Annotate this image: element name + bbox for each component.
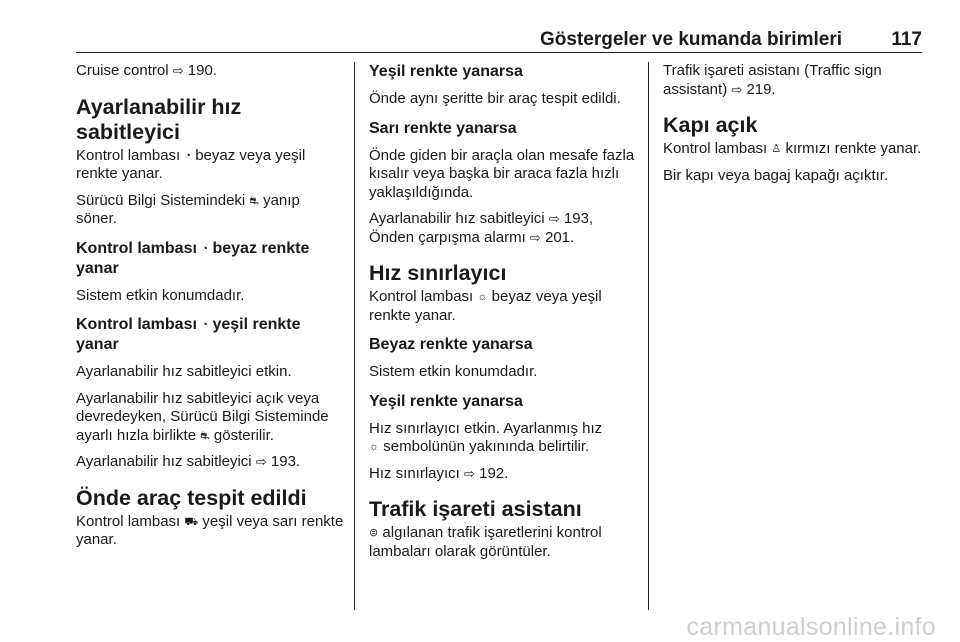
text: Ayarlanabilir hız sabitleyici (369, 210, 545, 227)
text: algılanan trafik işaretlerini kontrol lambaları olarak görüntüler. (369, 524, 602, 560)
paragraph (663, 62, 931, 99)
text: sembolünün yakınında belirtilir. (383, 438, 590, 455)
text: Kontrol lambası (663, 140, 768, 157)
paragraph (76, 513, 344, 550)
cruise-control-icon: ◔ (184, 149, 192, 162)
page-reference[interactable]: 193, (563, 210, 594, 227)
page-reference[interactable]: 219. (746, 80, 776, 98)
traffic-sign-icon: ⊜ (369, 527, 379, 539)
page-reference[interactable]: 201. (544, 228, 575, 246)
text: beyaz renkte yanar (76, 239, 310, 277)
cruise-control-icon: ◔ (201, 319, 209, 331)
paragraph (369, 288, 637, 325)
cruise-control-icon: ◔ (201, 242, 209, 255)
section-heading-vehicle-ahead: Önde araç tespit edildi (76, 485, 307, 510)
paragraph (369, 210, 637, 247)
text: gösterilir. (213, 426, 274, 444)
text: Kontrol lambası (76, 512, 181, 530)
driver-info-speedometer-icon: ⛐ (249, 194, 259, 207)
column-divider-1 (354, 62, 355, 610)
section-heading-door-open: Kapı açık (663, 113, 758, 137)
header-title: Göstergeler ve kumanda birimleri (539, 29, 842, 50)
paragraph (76, 192, 344, 229)
section-heading-traffic-sign: Trafik işareti asistanı (369, 497, 582, 521)
text: Hız sınırlayıcı (369, 464, 460, 482)
subheading: Yeşil renkte yanarsa (369, 63, 523, 80)
text: Trafik işareti asistanı (Traffic sign assistant) (663, 62, 882, 98)
door-open-icon: ♙ (771, 143, 782, 155)
section-heading-speed-control: Ayarlanabilir hız sabitleyici (76, 94, 242, 144)
page-reference-arrow-icon: ⇨ (731, 81, 743, 97)
text: Cruise control (76, 62, 169, 79)
text: Kontrol lambası (76, 239, 197, 257)
text: Ayarlanabilir hız sabitleyici (76, 453, 252, 470)
page-reference-arrow-icon: ⇨ (464, 465, 475, 481)
watermark-text: carmanualsonline.info (686, 613, 936, 641)
section-heading-speed-limiter: Hız sınırlayıcı (369, 261, 507, 285)
paragraph (369, 420, 637, 457)
text: beyaz veya yeşil renkte yanar. (369, 288, 602, 324)
page-header (76, 28, 922, 53)
text: Ayarlanabilir hız sabitleyici açık veya devredeyken, Sürücü Bilgi Sisteminde ayarlı hızla birlikte (76, 389, 329, 444)
page-reference[interactable]: 193. (270, 453, 301, 470)
page-reference[interactable]: 190. (187, 62, 217, 79)
page-reference-arrow-icon: ⇨ (529, 229, 541, 245)
text: Kontrol lambası (76, 316, 197, 333)
subheading: Yeşil renkte yanarsa (369, 392, 523, 410)
column-2 (369, 62, 637, 569)
text: Kontrol lambası (369, 288, 474, 305)
page-number: 117 (891, 29, 922, 50)
speed-limiter-icon: ☼ (369, 441, 380, 453)
page-reference-arrow-icon: ⇨ (255, 454, 267, 469)
paragraph (76, 390, 344, 446)
page-reference-arrow-icon: ⇨ (172, 63, 184, 78)
text: Sürücü Bilgi Sistemindeki (76, 191, 246, 209)
subheading (76, 239, 344, 279)
text: yanıp söner. (76, 191, 300, 227)
text: yeşil veya sarı renkte yanar. (76, 512, 344, 548)
paragraph (369, 524, 637, 561)
subheading (76, 315, 344, 355)
subheading: Sarı renkte yanarsa (369, 119, 517, 137)
paragraph: Önde giden bir araçla olan mesafe fazla kısalır veya başka bir araca fazla hızlı yaklaşıldığında. (369, 146, 635, 201)
column-3 (663, 62, 931, 193)
paragraph: Sistem etkin konumdadır. (369, 363, 538, 380)
speed-limiter-icon: ☼ (477, 291, 488, 303)
column-1 (76, 62, 344, 558)
text: Hız sınırlayıcı etkin. Ayarlanmış hız (369, 419, 603, 437)
subheading: Beyaz renkte yanarsa (369, 336, 533, 353)
paragraph (76, 62, 344, 81)
paragraph (369, 465, 637, 484)
page-reference-arrow-icon: ⇨ (548, 211, 560, 226)
vehicle-ahead-icon: ⛟ (184, 515, 199, 528)
text: beyaz veya yeşil renkte yanar. (76, 146, 306, 182)
driver-info-speedometer-icon: ⛐ (200, 429, 210, 442)
paragraph (663, 140, 931, 159)
text: kırmızı renkte yanar. (785, 140, 922, 157)
text: Önden çarpışma alarmı (369, 228, 526, 246)
paragraph (76, 147, 344, 184)
paragraph: Ayarlanabilir hız sabitleyici etkin. (76, 363, 292, 380)
paragraph (76, 453, 344, 472)
page-reference[interactable]: 192. (479, 464, 509, 482)
paragraph: Bir kapı veya bagaj kapağı açıktır. (663, 166, 889, 184)
paragraph: Sistem etkin konumdadır. (76, 286, 245, 304)
paragraph: Önde aynı şeritte bir araç tespit edildi. (369, 90, 621, 107)
column-divider-2 (648, 62, 649, 610)
text: yeşil renkte yanar (76, 316, 301, 353)
text: Kontrol lambası (76, 146, 181, 164)
